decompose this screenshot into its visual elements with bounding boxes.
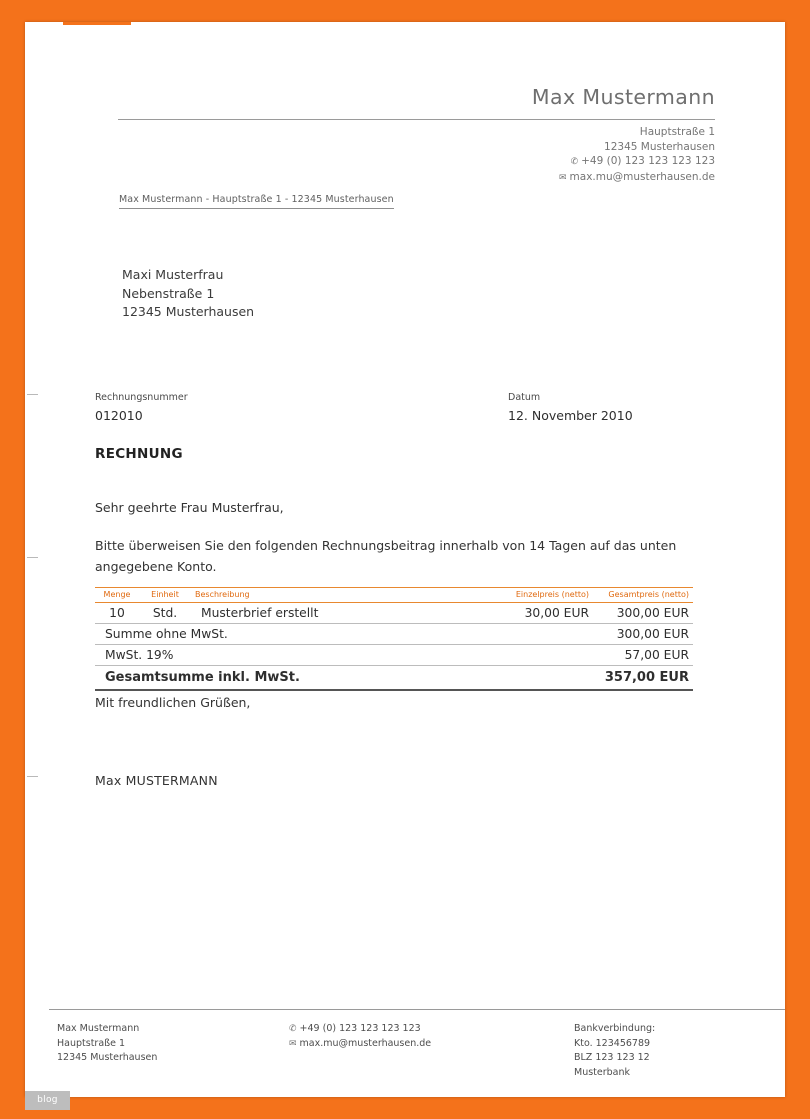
cell-total: 300,00 EUR — [593, 603, 693, 624]
th-einzelpreis: Einzelpreis (netto) — [493, 588, 593, 603]
footer-street: Hauptstraße 1 — [57, 1037, 126, 1049]
footer-name: Max Mustermann — [57, 1023, 140, 1034]
envelope-icon: ✉ — [559, 172, 567, 183]
recipient-street: Nebenstraße 1 — [122, 285, 215, 301]
footer-phone-line — [289, 1022, 431, 1037]
header-divider — [118, 119, 715, 120]
cell-unit: Std. — [139, 603, 191, 624]
footer-email: max.mu@musterhausen.de — [299, 1037, 432, 1049]
cell-qty: 10 — [95, 603, 139, 624]
invoice-number-value: 012010 — [95, 408, 143, 423]
footer-phone: +49 (0) 123 123 123 123 — [299, 1023, 421, 1034]
footer-contact-column — [289, 1022, 431, 1051]
sender-email: max.mu@musterhausen.de — [569, 170, 715, 183]
date-block — [508, 392, 633, 423]
th-einheit: Einheit — [139, 588, 191, 603]
date-value: 12. November 2010 — [508, 408, 633, 423]
blog-watermark-badge: blog — [25, 1091, 70, 1110]
fold-mark-3 — [27, 776, 38, 777]
table-row-summary — [95, 645, 693, 666]
th-beschreibung: Beschreibung — [191, 588, 493, 603]
page-title: RECHNUNG — [95, 446, 183, 462]
summary-label-net: Summe ohne MwSt. — [95, 624, 593, 645]
summary-value-vat: 57,00 EUR — [593, 645, 693, 666]
recipient-city: 12345 Musterhausen — [122, 304, 255, 319]
fold-mark-2 — [27, 557, 38, 558]
cell-desc: Musterbrief erstellt — [191, 603, 493, 624]
footer-bank-name: Musterbank — [574, 1066, 631, 1078]
table-row — [95, 603, 693, 624]
sender-address-block — [559, 125, 715, 185]
th-menge: Menge — [95, 588, 139, 603]
sender-street: Hauptstraße 1 — [639, 126, 715, 138]
salutation: Sehr geehrte Frau Musterfrau, — [95, 500, 284, 515]
footer-address-column — [57, 1022, 157, 1066]
footer-email-line — [289, 1037, 431, 1052]
recipient-address-block — [122, 266, 254, 322]
letter-sheet — [25, 22, 785, 1097]
footer-bank-column — [574, 1022, 655, 1080]
items-table-wrapper — [95, 587, 693, 691]
recipient-name: Maxi Musterfrau — [122, 267, 224, 282]
cell-price: 30,00 EUR — [493, 603, 593, 624]
sender-name: Max Mustermann — [531, 85, 715, 109]
body-paragraph: Bitte überweisen Sie den folgenden Rechnungsbeitrag innerhalb von 14 Tagen auf das unten angegebene Konto. — [95, 538, 677, 574]
table-row-grand-total — [95, 666, 693, 691]
phone-icon: ✆ — [289, 1024, 297, 1034]
sender-phone: +49 (0) 123 123 123 123 — [581, 155, 715, 167]
footer-city: 12345 Musterhausen — [57, 1052, 158, 1063]
sender-email-line — [559, 170, 715, 186]
fold-mark-1 — [27, 394, 38, 395]
grand-total-value: 357,00 EUR — [593, 666, 693, 691]
th-gesamtpreis: Gesamtpreis (netto) — [593, 588, 693, 603]
footer-bank-code: BLZ 123 123 12 — [574, 1052, 650, 1063]
table-row-summary — [95, 624, 693, 645]
closing-line: Mit freundlichen Grüßen, — [95, 695, 251, 710]
items-table — [95, 587, 693, 691]
invoice-number-label: Rechnungsnummer — [95, 392, 188, 403]
signature-name: Max MUSTERMANN — [95, 773, 218, 788]
envelope-icon: ✉ — [289, 1038, 297, 1049]
summary-label-vat: MwSt. 19% — [95, 645, 593, 666]
document-page — [25, 22, 785, 1097]
phone-icon: ✆ — [570, 157, 579, 167]
footer-divider — [49, 1009, 785, 1010]
footer-bank-account: Kto. 123456789 — [574, 1037, 651, 1049]
date-label: Datum — [508, 392, 541, 403]
return-address-line: Max Mustermann - Hauptstraße 1 - 12345 Musterhausen — [119, 194, 394, 209]
table-header-row — [95, 588, 693, 603]
summary-value-net: 300,00 EUR — [593, 624, 693, 645]
sender-phone-line — [559, 154, 715, 170]
sender-city: 12345 Musterhausen — [604, 140, 715, 153]
grand-total-label: Gesamtsumme inkl. MwSt. — [95, 666, 593, 691]
invoice-number-block — [95, 392, 188, 423]
footer-bank-label: Bankverbindung: — [574, 1023, 656, 1034]
